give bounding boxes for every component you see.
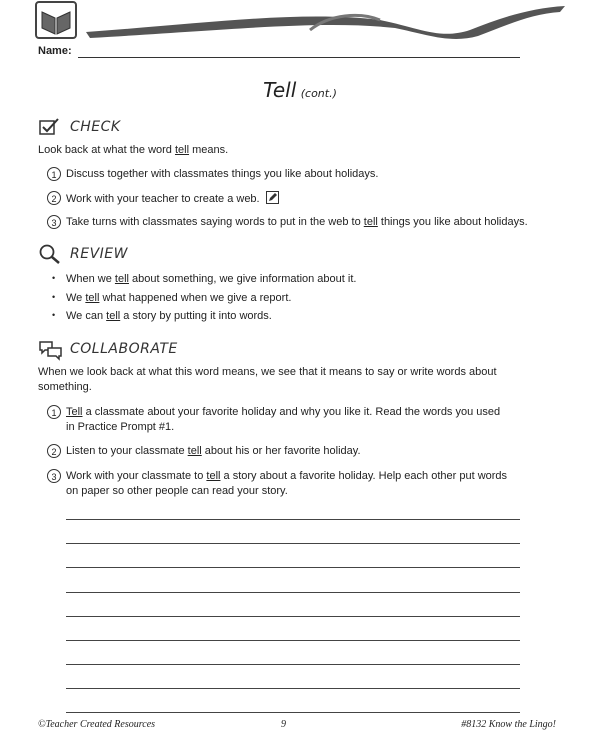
check-intro: Look back at what the word tell means. bbox=[38, 144, 229, 156]
collaborate-intro-line-2: something. bbox=[38, 381, 92, 393]
bullet-dot: • bbox=[52, 273, 56, 283]
review-item-3: We can tell a story by putting it into words. bbox=[66, 310, 272, 322]
check-number-1: 1 bbox=[47, 167, 61, 181]
writing-line[interactable] bbox=[66, 616, 520, 617]
collaborate-item-1: Tell a classmate about your favorite holiday and why you like it. Read the words you used bbox=[66, 406, 501, 418]
writing-line[interactable] bbox=[66, 519, 520, 520]
writing-line[interactable] bbox=[66, 567, 520, 568]
writing-line[interactable] bbox=[66, 592, 520, 593]
footer-book-number: #8132 Know the Lingo! bbox=[461, 719, 556, 730]
collaborate-heading: COLLABORATE bbox=[70, 341, 178, 357]
title-main: Tell bbox=[263, 78, 297, 102]
title-suffix: (cont.) bbox=[300, 87, 337, 100]
footer-page-number: 9 bbox=[281, 719, 286, 730]
checkbox-icon bbox=[38, 117, 62, 137]
writing-line[interactable] bbox=[66, 640, 520, 641]
collaborate-item-1-line-2: in Practice Prompt #1. bbox=[66, 421, 175, 433]
writing-line[interactable] bbox=[66, 712, 520, 713]
page-title bbox=[0, 78, 600, 102]
footer-publisher: ©Teacher Created Resources bbox=[38, 719, 156, 730]
review-item-2: We tell what happened when we give a report. bbox=[66, 292, 292, 304]
check-item-1: Discuss together with classmates things you like about holidays. bbox=[66, 168, 379, 180]
collaborate-number-2: 2 bbox=[47, 444, 61, 458]
writing-line[interactable] bbox=[66, 664, 520, 665]
pencil-icon bbox=[266, 191, 279, 204]
check-heading: CHECK bbox=[70, 119, 121, 135]
magnifier-icon bbox=[38, 243, 62, 265]
collaborate-item-3-line-2: on paper so other people can read your story. bbox=[66, 485, 288, 497]
check-number-3: 3 bbox=[47, 215, 61, 229]
header-decoration bbox=[0, 0, 600, 50]
collaborate-item-2: Listen to your classmate tell about his or her favorite holiday. bbox=[66, 445, 361, 457]
collaborate-intro-line-1: When we look back at what this word means, we see that it means to say or write words about bbox=[38, 366, 497, 378]
collaborate-number-1: 1 bbox=[47, 405, 61, 419]
book-icon bbox=[36, 2, 76, 38]
check-item-2: Work with your teacher to create a web. bbox=[66, 191, 279, 207]
bullet-dot: • bbox=[52, 292, 56, 302]
name-label: Name: bbox=[38, 45, 72, 57]
writing-line[interactable] bbox=[66, 543, 520, 544]
check-item-3: Take turns with classmates saying words to put in the web to tell things you like about holidays. bbox=[66, 216, 528, 228]
writing-line[interactable] bbox=[66, 688, 520, 689]
collaborate-item-3: Work with your classmate to tell a story about a favorite holiday. Help each other put words bbox=[66, 470, 508, 482]
review-item-1: When we tell about something, we give information about it. bbox=[66, 273, 357, 285]
bullet-dot: • bbox=[52, 310, 56, 320]
speech-bubbles-icon bbox=[38, 339, 64, 361]
name-field[interactable] bbox=[78, 57, 520, 58]
collaborate-number-3: 3 bbox=[47, 469, 61, 483]
review-heading: REVIEW bbox=[70, 246, 128, 262]
check-number-2: 2 bbox=[47, 191, 61, 205]
